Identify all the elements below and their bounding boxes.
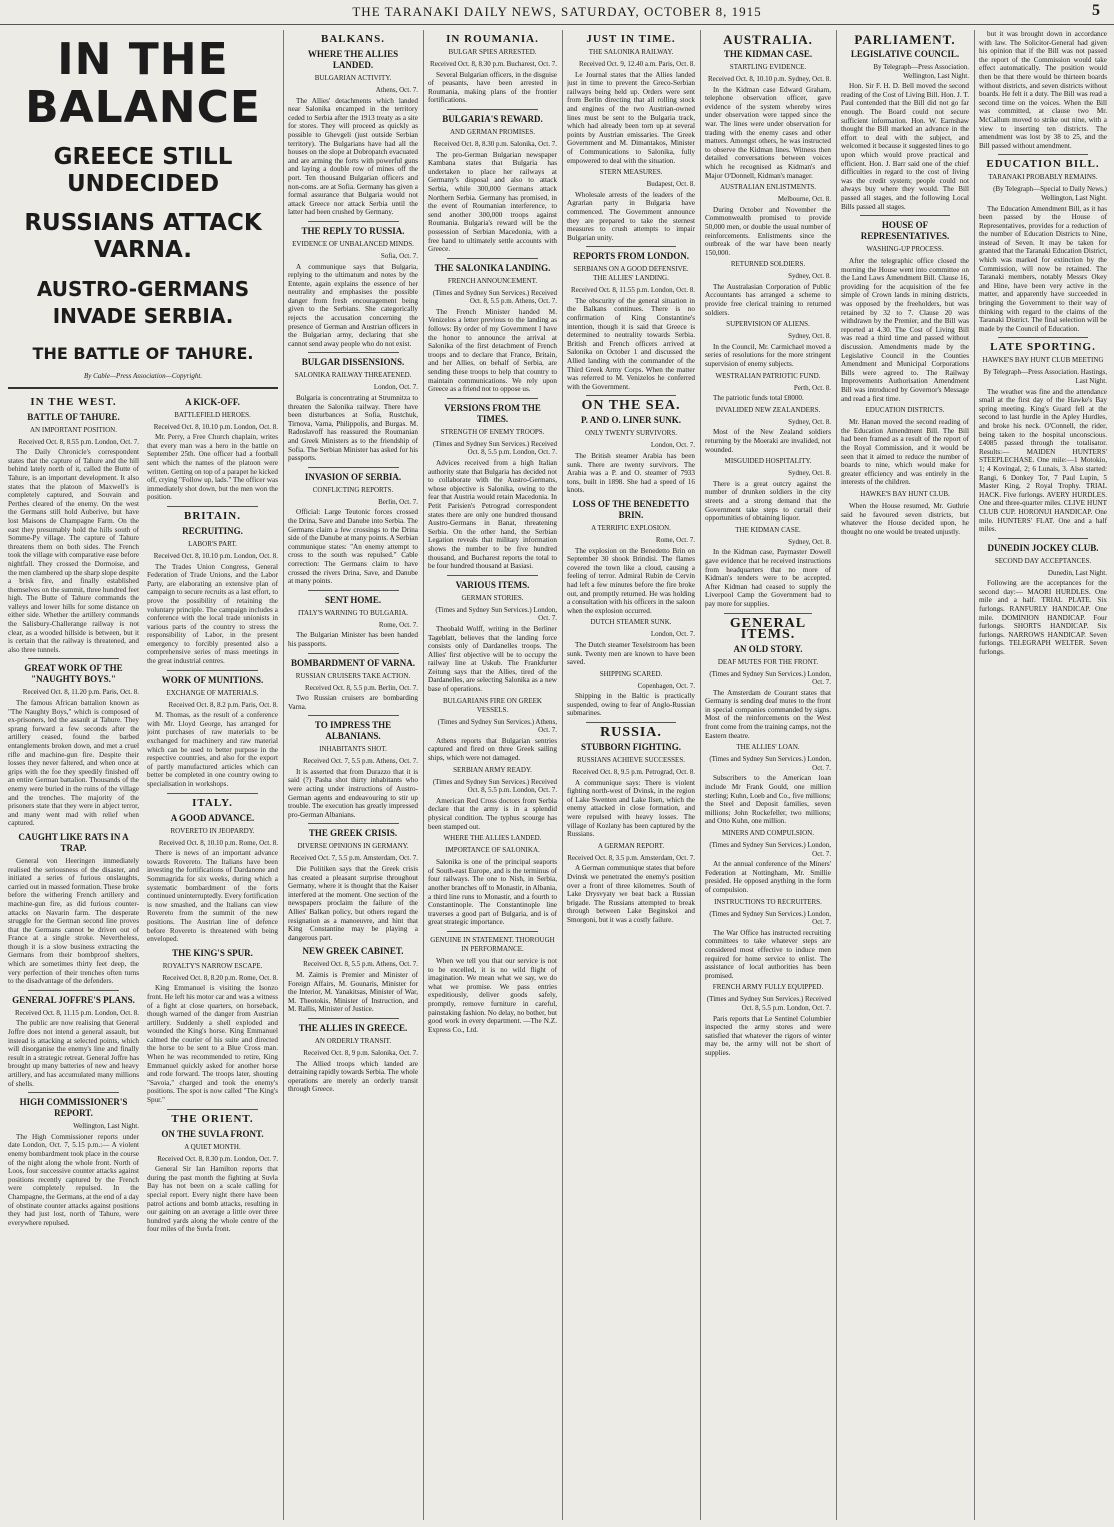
article-body: General von Heeringen immediately realised the seriousness of the disaster, and initiated a series of furious onslaughts, carried out in massed formation. These broke before the withering French artillery and machine-gun fire, as did furious counter-attacks on Navarin farm. The desperate struggle for the German second line proves that the Germans cannot be driven out of France at a single stroke. Nevertheless, though it is a slow business extracting the Germans from their bombproof shelters, which are sometimes thirty feet deep, the very perfection of their trenches often turns to the disadvantage of the defenders. [8, 856, 139, 986]
divider [308, 467, 399, 468]
article-date: (Times and Sydney Sun Services.) Received Oct. 8, 5.5 p.m. London, Oct. 7. [432, 439, 557, 457]
article-head: REPORTS FROM LONDON. [573, 251, 689, 262]
article-head: RECRUITING. [182, 525, 243, 536]
article-body: A communique says that Bulgaria, replying to the ultimatum and notes by the Entente, again explains the essence of her neutrality and emphasises the possible danger from fresh encouragement being given to the Serbians. She categorically rejects the accusation concerning the presence of German and Austrian officers in the Bulgarian army, declaring that she cannot send away people who do not exist. [288, 262, 418, 348]
article-date: Received Oct. 8, 10.10 p.m. London, Oct. 8. [153, 422, 278, 431]
article-subhead: MINERS AND COMPULSION. [722, 829, 814, 837]
article-subhead: HAWKE'S BAY HUNT CLUB MEETING [982, 356, 1104, 365]
article-subhead: TARANAKI PROBABLY REMAINS. [988, 173, 1098, 182]
article-body: Subscribers to the American loan include Mr Frank Gould, one million sterling; Kuhn, Loeb and Co., five millions; the Steel and Deposit families, seven millions; John Rockefeller, two millions; and Otto Kuhn, one million. [705, 774, 831, 826]
article-body: The British steamer Arabia has been sunk. There are twenty survivors. The Arabia was a P. and O. steamer of 7933 tons, built in 1898. She had a speed of 16 knots. [567, 452, 695, 495]
article-head: BOMBARDMENT OF VARNA. [291, 657, 415, 668]
article-body: Mr. Perry, a Free Church chaplain, writes that every man was a hero in the battle on September 25th. One officer had a football sent which the names of the platoon were written. Getting on top of a parapet he kicked off, crying "Follow up, lads." The officer was immediately shot down, but the men won the position. [147, 433, 278, 502]
article-subhead: EVIDENCE OF UNBALANCED MINDS. [292, 239, 414, 248]
divider [998, 154, 1088, 155]
article-subhead: EXCHANGE OF MATERIALS. [166, 688, 259, 697]
article-body: In the Council, Mr. Carmichael moved a series of resolutions for the more stringent supervision of enemy subjects. [705, 342, 831, 369]
article-head: BULGAR DISSENSIONS. [301, 357, 405, 368]
article-date: Received Oct. 8, 8.20 p.m. Rome, Oct. 8. [162, 973, 278, 982]
divider [167, 506, 259, 507]
headline-tahure: THE BATTLE OF TAHURE. [32, 344, 254, 363]
article-date: (Times and Sydney Sun Services.) London, Oct. 7. [709, 755, 831, 772]
article-body: King Emmanuel is visiting the Isonzo front. He left his motor car and was a witness of a fight at close quarters, on horseback, though warned of the danger from Austrian artillery. Suddenly a shell exploded and wounded the King's horse. King Emmanuel calmed the courier of his suite and directed the horse to be sent to a Blue Cross man. When he was recommended to retire, King Emmanuel quickly asked for another horse and rode forward. The troops later, shouting "Savoia," charged and took the enemy's positions. The spot is now called "The King's Spur." [147, 984, 278, 1105]
advert-head: GENUINE IN STATEMENT. THOROUGH IN PERFORMANCE. [430, 935, 555, 953]
section-head: IN ROUMANIA. [446, 33, 539, 45]
article-body: Die Politiken says that the Greek crisis has created a pleasant surprise throughout Germany, where it is thought that the Kaiser interfered at the moment. One section of the newspapers proclaim the failure of the Allies' Balkan policy, but others regard the resignation as a manoeuvre, and hint that King Constantine may be playing a dangerous part. [288, 865, 418, 942]
article-head: P. AND O. LINER SUNK. [581, 415, 681, 426]
article-body: There is news of an important advance towards Rovereto. The Italians have been investing the fortifications of Dardanone and Sommagrida for six weeks, during which a systematic bombardment of the forts continued uninterruptedly. Every fortification is now smashed, and the Italians can view Rovereto from the summit of the new positions. The Austrian line of defence before Rovereto is threatened with being enveloped. [147, 849, 278, 944]
article-body: The Bulgarian Minister has been handed his passports. [288, 631, 418, 648]
article-body: When the House resumed, Mr. Guthrie said he favoured seven districts, but whatever the House decided upon, he thought no one would be treated unjustly. [841, 501, 969, 536]
article-body: American Red Cross doctors from Serbia declare that the army is in a splendid physical condition. The typhus scourge has been stamped out. [428, 796, 557, 831]
article-subhead: INHABITANTS SHOT. [319, 745, 387, 754]
article-subhead: WESTRALIAN PATRIOTIC FUND. [715, 371, 821, 380]
article-head: INVASION OF SERBIA. [304, 471, 402, 482]
section-head: BALKANS. [321, 33, 385, 45]
article-body: The War Office has instructed recruiting committees to take whatever steps are considered most effective to induce men required for home service to enlist. The assistance of local authorities has been promised. [705, 928, 831, 980]
divider [860, 215, 950, 216]
article-body: General Sir Ian Hamilton reports that during the past month the fighting at Suvla Bay has not been on a scale calling for special report. Every night there have been patrol actions and bomb attacks, resulting in our gaining on an average a little over three hundred yards along the whole centre of the four miles of the Suvla front. [147, 1165, 278, 1234]
article-subhead: DIVERSE OPINIONS IN GERMANY. [297, 842, 409, 851]
divider [28, 990, 120, 991]
article-subhead: STARTLING EVIDENCE. [729, 63, 807, 71]
section-head: GENERAL ITEMS. [729, 615, 807, 642]
article-head: TO IMPRESS THE ALBANIANS. [314, 720, 392, 742]
article-subhead: RUSSIANS ACHIEVE SUCCESSES. [577, 756, 685, 765]
article-date: Received Oct. 8, 10.10 p.m. Sydney, Oct. 8. [708, 75, 831, 83]
lead-subcolumns [8, 393, 278, 1237]
article-date: Sydney, Oct. 8. [788, 469, 831, 478]
article-date: Received Oct. 8, 5.5 p.m. Berlin, Oct. 7. [305, 683, 418, 692]
article-subhead: EDUCATION DISTRICTS. [865, 406, 945, 415]
article-date: London, Oct. 7. [650, 441, 695, 450]
column-balkans [288, 30, 418, 1520]
divider [998, 538, 1088, 539]
article-subhead: MISGUIDED HOSPITALITY. [724, 457, 812, 466]
article-head: LOSS OF THE BENEDETTO BRIN. [572, 498, 690, 520]
article-subhead: SHIPPING SCARED. [599, 669, 663, 678]
article-subhead: BATTLEFIELD HEROES. [174, 410, 251, 419]
column-salonika [567, 30, 695, 1520]
article-head: CAUGHT LIKE RATS IN A TRAP. [18, 831, 129, 853]
article-subhead: WASHING-UP PROCESS. [866, 245, 944, 254]
article-date: Received Oct. 8, 11.20 p.m. Paris, Oct. 8. [22, 688, 139, 697]
article-subhead: A TERRIFIC EXPLOSION. [591, 523, 671, 532]
article-date: (Times and Sydney Sun Services.) London, Oct. 7. [709, 669, 831, 687]
article-subhead: AND GERMAN PROMISES. [450, 127, 535, 136]
article-subhead: WHERE THE ALLIES LANDED. [443, 834, 542, 843]
article-body: The Allies' detachments which landed near Salonika encamped in the territory ceded to Serbia after the 1913 treaty as a site for stores. They will proceed as quickly as possible to Ghevgeli (just outside Serbian territory). The Bulgarians have had all the houses on the slope at Dobropatch evacuated and are arming the forts with powerful guns and laying a double row of mines off the port. Ten thousand Bulgarian officers and non-coms. are at Sofia. Germany has given a formal assurance that Bulgaria would not attack Greece nor attack Serbia until the latter had been crushed by Germany. [288, 96, 418, 217]
article-head: GENERAL JOFFRE'S PLANS. [12, 994, 135, 1005]
article-head: HOUSE OF REPRESENTATIVES. [860, 220, 950, 242]
article-head: A GOOD ADVANCE. [170, 812, 255, 823]
subcolumn-britain [147, 393, 278, 1237]
article-head: THE KING'S SPUR. [172, 947, 253, 958]
article-head: GREAT WORK OF THE "NAUGHTY BOYS." [24, 663, 123, 685]
column-rule [283, 30, 284, 1520]
article-body: The Dutch steamer Texelstroom has been sunk. Twenty men are known to have been saved. [567, 640, 695, 667]
article-body: Official: Large Teutonic forces crossed the Drina, Save and Danube into Serbia. The Germans claim a few crossings to the Drina side of the Danube at many points. A Serbian communique states: "An enemy attempt to cross to the south was repulsed." Cable correction: The Germans claim to have crossed the rivers Drina, Save, and Danube at many points. [288, 508, 418, 586]
headline-greece: GREECE STILL UNDECIDED [53, 144, 233, 197]
article-subhead: INVALIDED NEW ZEALANDERS. [715, 405, 821, 414]
article-date: London, Oct. 7. [650, 630, 695, 639]
article-body: Advices received from a high Italian authority state that Bulgaria has decided not to collaborate with the Austro-Germans, whose objective is Salonika, owing to the fear that Austria would retain Macedonia. In Petit Parisien's Petrograd correspondent states there are only one hundred thousand Austro-Germans in Banat, threatening Serbia. On the other hand, the Serbian Legation reveals that military information shows the number to be five hundred thousand, and Bucharest reports the total to be four hundred thousand at Basiasi. [428, 459, 557, 571]
article-body: but it was brought down in accordance with law. The Solicitor-General had given his opinion that if the Bill was not passed the report of the Commission would take effect automatically. The position would then be that there would be thirteen boards without districts, and seven districts without boards. He felt it a duty. The Bill was read a second time on the voices. When the Bill was committed, at clause two Mr. McCallum moved to strike out nine, with a view to inserting ten districts. The amendment was lost by 38 to 25, and the Bill passed without amendment. [979, 30, 1107, 150]
article-date: Received Oct. 8, 9.5 p.m. Petrograd, Oct. 8. [572, 768, 695, 777]
article-date: Sydney, Oct. 8. [788, 332, 831, 341]
article-date: Sydney, Oct. 8. [788, 537, 831, 546]
article-body: M. Thomas, as the result of a conference with Mr. Lloyd George, has arranged for joint purchases of raw materials to be exchanged for machinery and raw material which can be used to better purpose in the respective countries, and also for the export of partly manufactured articles which can better be completed in one country owing to specialisation in workshops. [147, 711, 278, 788]
column-rule [423, 30, 424, 1520]
section-head: ITALY. [192, 796, 233, 809]
page-number: 5 [1092, 2, 1100, 19]
article-head: STUBBORN FIGHTING. [580, 742, 682, 753]
article-date: Berlin, Oct. 7. [378, 497, 418, 506]
article-head: VERSIONS FROM THE TIMES. [444, 402, 541, 424]
article-body: Mr. Hanan moved the second reading of the Education Amendment Bill. The Bill had been framed as a result of the report of the Royal Commission, and it would be seen that it aimed to reduce the number of boards to nine, which would make for greater efficiency and was entirely in the interests of the children. [841, 418, 969, 487]
article-subhead: ROYALTY'S NARROW ESCAPE. [162, 961, 263, 970]
byline: By Cable—Press Association—Copyright. [83, 372, 203, 380]
article-head: LEGISLATIVE COUNCIL. [850, 49, 960, 59]
article-body: The Trades Union Congress, General Federation of Trade Unions, and the Labor Party, are elaborating an extensive plan of campaign to secure recruits as a last effort, to prove the possibility of retaining the voluntary principle. The campaign includes a conference with the local trade unionists in various parts of the country to stress the responsibility of Labor, in the present emergency to forcibly presented also a comprehensive series of mass meetings in the great industrial centres. [147, 562, 278, 666]
article-date: Received Oct. 8, 8.55 p.m. London, Oct. 7. [18, 437, 139, 446]
article-body: Following are the acceptances for the second day:— MAORI HURDLES. One mile and a half. TRIAL PLATE. Six furlongs. RANFURLY HANDICAP. One mile. DOMINION HANDICAP. Four furlongs. SHORTS HANDICAP. Six furlongs. NARROWS HANDICAP. Seven furlongs. TELEGRAPH WELTER. Seven furlongs. [979, 579, 1107, 657]
article-subhead: BULGARIANS FIRE ON GREEK VESSELS. [443, 696, 542, 714]
article-date: (Times and Sydney Sun Services.) London, Oct. 7. [435, 605, 557, 623]
article-date: Received Oct. 8, 5.5 p.m. Athens, Oct. 7. [303, 960, 418, 969]
advert-body: When we tell you that our service is not to be excelled, it is no wild flight of imagination. We mean what we say, we do what we promise. We pass entries expeditiously, deliver goods safely, promptly, remove furniture in careful, painstaking fashion. No delay, no bother, but good work in every department. —The N.Z. Express Co., Ltd. [428, 956, 557, 1034]
section-head: THE ORIENT. [171, 1112, 254, 1125]
article-subhead: THE ALLIES' LOAN. [736, 743, 800, 752]
column-australia [705, 30, 831, 1520]
column-sporting [979, 30, 1107, 1520]
section-head: EDUCATION BILL. [986, 158, 1100, 171]
article-head: BATTLE OF TAHURE. [27, 411, 120, 422]
article-subhead: SALONIKA RAILWAY THREATENED. [294, 371, 412, 380]
divider [308, 352, 399, 353]
divider [167, 1109, 259, 1110]
article-body: The High Commissioner reports under date London, Oct. 7, 5.15 p.m.:— A violent enemy bombardment took place in the course of the night along the whole front. North of Loos, four successive counter attacks against positions recently captured by the French were completely repulsed. In the Champagne, the Germans, at the end of a day of obstinate counter attacks against positions they had just lost, north of Tahure, were everywhere repulsed. [8, 1132, 139, 1227]
divider [447, 575, 537, 576]
article-date: Athens, Oct. 7. [375, 86, 418, 94]
article-body: Le Journal states that the Allies landed just in time to prevent the Greco-Serbian railways being held up. Orders were sent from Berlin directing that all rolling stock and engines of the two Austrian-owned lines must be sent to the Bulgaria track, which had already been torn up at several points by Austrian emissaries. The Greek Government and M. Dimantakos, Minister of Communications to Salonika, fully empowered to deal with the situation. [567, 70, 695, 165]
article-body: The pro-German Bulgarian newspaper Kambana states that Bulgaria has undertaken to place her railways at Germany's disposal and also to attack Serbia, while 300,000 Germans attack Northern Serbia. Germany has promised, in the event of Roumanian interference, to send another 300,000 troops against Roumania. Bulgaria's reward will be the possession of Serbian Macedonia, with a free hand to ultimately settle accounts with Greece. [428, 150, 557, 254]
article-subhead: DEAF MUTES FOR THE FRONT. [717, 657, 819, 666]
article-date: Received Oct. 7, 5.5 p.m. Amsterdam, Oct. 7. [290, 854, 418, 863]
article-date: (Times and Sydney Sun Services.) Received Oct. 8, 5.5 p.m. London, Oct. 7. [432, 777, 557, 795]
article-body: Two Russian cruisers are bombarding Varna. [288, 694, 418, 711]
divider [308, 221, 399, 222]
article-subhead: HAWKE'S BAY HUNT CLUB. [860, 489, 950, 498]
article-date: Received Oct. 8, 8.2 p.m. Paris, Oct. 8. [168, 700, 278, 709]
article-body: Several Bulgarian officers, in the disguise of peasants, have been arrested in Roumania, making plans of the frontier fortifications. [428, 70, 557, 105]
article-body: Theobald Wolff, writing in the Berliner Tageblatt, believes that the landing force consists only of Dardanelles troops. The Allies' first objective will be to occupy the railway line at Uskub. The Frankfurter Zeitung says that the Allies, tired of the Dardanelles, are selecting Salonika as a new base of operations. [428, 624, 557, 694]
divider [447, 398, 537, 399]
article-date: Received Oct. 8, 11.15 p.m. London, Oct. 8. [15, 1008, 139, 1017]
article-head: ON THE SUVLA FRONT. [161, 1128, 264, 1139]
divider [308, 715, 399, 716]
article-body: Wholesale arrests of the leaders of the Agrarian party in Bulgaria have commenced. The Government announce they are prepared to take the sternest measures to crush attempts to impair Bulgarian unity. [567, 190, 695, 242]
article-date: By Telegraph—Press Association. Hastings, Last Night. [983, 368, 1107, 385]
section-head: AUSTRALIA. [723, 32, 813, 47]
article-subhead: RETURNED SOLDIERS. [730, 260, 806, 269]
divider [447, 931, 537, 932]
article-subhead: LABOR'S PART. [188, 539, 237, 548]
article-head: THE REPLY TO RUSSIA. [301, 225, 405, 236]
article-subhead: AUSTRALIAN ENLISTMENTS. [719, 183, 817, 192]
article-body: In the Kidman case, Paymaster Dowell gave evidence that he received instructions from headquarters that no more of Kidman's tenders were to be accepted. After Kidman had ceased to supply the Liverpool Camp the Government had to pay more for supplies. [705, 548, 831, 608]
article-date: (By Telegraph—Special to Daily News.) Wellington, Last Night. [993, 185, 1107, 202]
article-subhead: SERBIAN ARMY READY. [453, 765, 532, 774]
masthead-title: THE TARANAKI DAILY NEWS, SATURDAY, OCTOBER 8, 1915 [352, 4, 762, 19]
article-body: After the telegraphic office closed the morning the House went into committee on the Land Laws Amendment Bill. Clause 16, providing for the acquisition of the fee simple of Crown lands in mining districts, was opposed by the freeholders, but was retained by 32 to 7. Clause 20 was withdrawn by the Premier, and the Bill was reported at 4.30. The Cost of Living Bill was read a third time and passed without discussion. Amendments made by the Legislative Council in the Counties Amendment and Municipal Corporations Bills were agreed to. The Railway Improvements Authorisation Amendment Bill was introduced by Governor's Message and read a first time. [841, 257, 969, 403]
column-rule [974, 30, 975, 1520]
main-headline: IN THE BALANCE [25, 34, 261, 133]
article-date: Received Oct. 7, 5.5 p.m. Athens, Oct. 7. [303, 757, 418, 766]
divider [8, 387, 278, 389]
section-head: RUSSIA. [600, 725, 662, 741]
divider [28, 1092, 120, 1093]
article-body: The famous African battalion known as "The Naughty Boys," which is composed of ex-prisoners, led the assault at Tahure. They sprang forward a few seconds after the artillery ceased, found the barbed entanglements broken down, and met a cruel rifle and machine-gun fire. Despite their losses they never faltered, and when once at grips with the foe they speedily finished off an entire German battalion. Thousands of the enemy were buried in the ruins of the village and the trenches. The majority of the prisoners state that they were in abject terror, and many went mad with relief when captured. [8, 699, 139, 828]
article-subhead: ONLY TWENTY SURVIVORS. [584, 429, 677, 438]
article-head: SENT HOME. [324, 594, 382, 605]
section-head: JUST IN TIME. [586, 33, 676, 45]
article-subhead: SUPERVISION OF ALIENS. [726, 320, 810, 329]
divider [28, 658, 120, 659]
article-subhead: THE KIDMAN CASE. [735, 525, 801, 534]
article-date: Budapest, Oct. 8. [646, 180, 695, 189]
divider [586, 246, 676, 247]
article-body: The Australasian Corporation of Public Accountants has arranged a scheme to provide free clerical training to returned soldiers. [705, 282, 831, 317]
article-body: During October and November the Commonwealth promised to provide 50,000 men, or double the usual number of reinforcements. Enlistments since the outbreak of the war have been nearly 150,000. [705, 205, 831, 257]
divider [447, 109, 537, 110]
article-date: Received Oct. 8, 11.55 p.m. London, Oct. 8. [571, 286, 695, 295]
divider [308, 590, 399, 591]
article-head: VARIOUS ITEMS. [455, 579, 530, 590]
section-head: ON THE SEA. [581, 398, 681, 414]
article-body: The Allied troops which landed are detraining rapidly towards Serbia. The whole operations are merely an orderly transit through Greece. [288, 1059, 418, 1094]
article-date: Received Oct. 8, 3.5 p.m. Amsterdam, Oct. 7. [567, 853, 695, 862]
lead-story-column [8, 30, 278, 1520]
article-body: There is a great outcry against the number of drunken soldiers in the city streets and a strong demand that the Government take steps to curtail their opportunities of obtaining liquor. [705, 479, 831, 523]
headline-serbia: AUSTRO-GERMANS INVADE SERBIA. [36, 277, 250, 328]
column-rule [836, 30, 837, 1520]
article-head: THE ALLIES IN GREECE. [298, 1022, 408, 1033]
divider [167, 793, 259, 794]
headline-varna: RUSSIANS ATTACK VARNA. [24, 210, 262, 263]
article-subhead: STERN MEASURES. [599, 168, 663, 177]
article-date: Received Oct. 8, 9 p.m. Salonika, Oct. 7. [303, 1048, 418, 1057]
article-date: Copenhagen, Oct. 7. [637, 681, 695, 690]
column-rule [562, 30, 563, 1520]
article-date: Received Oct. 8, 10.10 p.m. London, Oct. 8. [153, 551, 278, 560]
article-head: NEW GREEK CABINET. [302, 946, 404, 957]
article-subhead: GERMAN STORIES. [461, 593, 524, 602]
article-head: THE SALONIKA LANDING. [434, 262, 551, 273]
section-head: BRITAIN. [183, 509, 241, 522]
article-body: In the Kidman case Edward Graham, telephone observation officer, gave evidence of the system whereby wires under observation were tapped since the war. The lines were under observation for trading with the enemy cases and other matters. Amongst others, he was instructed to observe the Kidman lines. Witness then detailed conversations between voices which he recognised as Kidman's and Major O'Donnell, Kidman's manager. [705, 85, 831, 180]
article-subhead: THE SALONIKA RAILWAY. [588, 48, 674, 56]
article-subhead: AN ORDERLY TRANSIT. [314, 1036, 392, 1045]
article-subhead: AN IMPORTANT POSITION. [30, 425, 117, 434]
article-subhead: STRENGTH OF ENEMY TROOPS. [440, 427, 545, 436]
article-subhead: A QUIET MONTH. [184, 1142, 241, 1151]
article-subhead: BULGAR SPIES ARRESTED. [448, 48, 537, 56]
article-body: The Education Amendment Bill, as it has been passed by the House of Representatives, provides for a reduction of the number of Education Districts to Nine, instead of Seven. It may be taken for granted that the Taranaki Education District, which was marked for extinction by the Commission, will now be retained. The Taranaki members, notably Messrs Okey and Hine, have been very active in the matter, and apparently have succeeded in bringing the Government to their way of thinking with regard to the claims of the Taranaki District. The final selection will be made by the Council of Education. [979, 204, 1107, 333]
article-body: It is asserted that from Durazzo that it is said (?) Pasha shot thirty inhabitants who were acting under instructions of Austro-German agents and endeavouring to stir up trouble. The execution has greatly impressed pro-German Albanians. [288, 767, 418, 819]
article-subhead: DUTCH STEAMER SUNK. [590, 618, 672, 627]
article-date: (Times and Sydney Sun Services.) Received Oct. 8, 5.5 p.m. London, Oct. 7. [706, 995, 831, 1012]
article-body: The Daily Chronicle's correspondent states that the capture of Tahure and the hill behind lately north of it, called the Butte of Tahure, is an important development. It also states that the platoon of Maxwell's is completely captured, and Souvain and Perthes cleared of the enemy. On the west the Germans still hold Auberive, but have lost Maisons de Champagne Farm. On the east they presumably hold the hills south of Somme-Py village. The capture of Tahure threatens them on both sides. The French took the village with comparative ease before nightfall. They crossed the Dormoise, and the men clambered up the sharp slope despite a brisk fire, and finally established themselves on the summit, three hundred feet high. The Butte of Tahure commands the valleys and lower hills for some distance on either side. Whether the artillery commands the Salisbury-Challerange railway is not clear, as a wooded hillside is between, but it is certain that the railway is threatened, and also three tunnels. [8, 448, 139, 654]
article-body: The obscurity of the general situation in the Balkans continues. There is no confirmation of King Constantine's intention, though it is said that Greece is determined to neutrality towards Serbia. British and French officers arrived at Salonika on October 1 and discussed the Allied landing with the commander of the Third Greek Army Corps. When the matter was referred to M. Venizelos he conferred with the Government. [567, 296, 695, 391]
article-subhead: ROVERETO IN JEOPARDY. [170, 826, 255, 835]
divider [724, 613, 812, 614]
article-date: (Times and Sydney Sun Services.) London, Oct. 7. [709, 909, 831, 927]
article-date: Sofia, Oct. 7. [380, 251, 418, 260]
divider [167, 670, 259, 671]
article-body: The explosion on the Benedetto Brin on September 30 shook Brindisi. The flames covered the town like a cloud, causing a feeling of terror. Admiral Rubin de Cervin had left a few minutes before the fire broke out, and promptly returned. He was holding a consultation with his officers in the saloon when the explosion occurred. [567, 546, 695, 615]
article-body: The public are now realising that General Joffre does not intend a general assault, but instead is attacking at selected points, which will disorganise the enemy's line and finally result in a strategic retreat. General Joffre has brought up many batteries of new and heavy artillery, and has accumulated many millions of shells. [8, 1019, 139, 1088]
article-subhead: FRENCH ARMY FULLY EQUIPPED. [712, 983, 824, 992]
article-date: Melbourne, Oct. 8. [777, 195, 831, 204]
section-head: LATE SPORTING. [990, 341, 1096, 354]
article-date: Perth, Oct. 8. [793, 383, 831, 392]
article-head: WORK OF MUNITIONS. [161, 674, 264, 685]
article-date: Dunedin, Last Night. [1047, 568, 1107, 577]
article-body: The patriotic funds total £8000. [713, 394, 804, 403]
article-subhead: CONFLICTING REPORTS. [312, 485, 394, 494]
article-date: Received Oct. 8, 8.30 p.m. London, Oct. 7. [157, 1154, 278, 1163]
article-head: AN OLD STORY. [733, 643, 803, 654]
article-body: The Amsterdam de Courant states that Germany is sending deaf mutes to the front in special companies commanded by signs. Most of the reinforcements on the West front come from the training camps, not the Eastern theatre. [705, 688, 831, 740]
article-date: Rome, Oct. 7. [378, 620, 418, 629]
article-subhead: ITALY'S WARNING TO BULGARIA. [297, 608, 409, 617]
article-subhead: A GERMAN REPORT. [597, 841, 665, 850]
divider [308, 653, 399, 654]
article-date: London, Oct. 7. [373, 383, 418, 392]
article-subhead: RUSSIAN CRUISERS TAKE ACTION. [295, 671, 411, 680]
article-date: (Times and Sydney Sun Services.) London, Oct. 7. [709, 841, 831, 858]
article-head: DUNEDIN JOCKEY CLUB. [987, 542, 1099, 553]
article-body: Shipping in the Baltic is practically suspended, owing to fear of Anglo-Russian submarines. [567, 692, 695, 718]
divider [998, 337, 1088, 338]
article-head: A KICK-OFF. [185, 396, 240, 407]
divider [308, 823, 399, 824]
subcolumn-west [8, 393, 139, 1237]
article-date: Sydney, Oct. 8. [788, 417, 831, 426]
article-head: THE KIDMAN CASE. [723, 49, 813, 59]
article-subhead: SECOND DAY ACCEPTANCES. [994, 556, 1092, 565]
article-date: Wellington, Last Night. [73, 1122, 139, 1131]
article-date: Received Oct. 9, 12.40 a.m. Paris, Oct. 8. [578, 60, 695, 68]
article-date: Sydney, Oct. 8. [788, 272, 831, 281]
article-body: Athens reports that Bulgarian sentries captured and fired on three Greek sailing ships, which were not damaged. [428, 736, 557, 763]
article-body: Salonika is one of the principal seaports of South-east Europe, and is the terminus of four railways. The one to Nish, in Serbia, another branches off to Monastir, in Albania, a third line runs to Monastir, and a fourth to Constantinople. The Constantinople line traverses a good part of Bulgaria, and is of great strategic importance. [428, 858, 557, 927]
article-date: By Telegraph—Press Association. Wellington, Last Night. [873, 63, 969, 80]
article-body: Bulgaria is concentrating at Strumnitza to threaten the Salonika railway. There have been disturbances at Sofia, Rustchuk, Tirnova, Varna, Philippolis, and Burgas. M. Radoslavoff has reassured the Roumanian and Greek Ministers as to the friendship of Sofia. The Serbian Minister has asked for his passports. [288, 394, 418, 463]
article-body: The French Minister handed M. Venizelos a letter previous to the landing as follows: By order of my Government I have the honor to announce the arrival at Salonika of the first detachment of French troops and to declare that France, Britain, and her Allies, on behalf of Serbia, are sending these troops to help that country to maintain communications. We rely upon Greece as a friend not to oppose us. [428, 307, 557, 394]
masthead [0, 0, 1114, 25]
article-head: THE GREEK CRISIS. [308, 828, 398, 839]
article-body: Paris reports that Le Sentinel Columbier inspected the army stores and were satisfied that whatever the rigors of winter may be, the army will not be short of supplies. [705, 1014, 831, 1057]
article-body: The weather was fine and the attendance small at the first day of the Hawke's Bay spring meeting. King's Guard fell at the second to last hurdle in the Apley Hurdles, and broke his neck. O'Connell, the rider, being taken to the hospital unconscious. £4085 passed through the totalisator. Results:— MAIDEN HUNTERS' STEEPLECHASE. One mile:—1 Motokio, 1; 4 Kovingal, 2; 6 Lunais, 3. Also started: Rangi, 6 Donkey Tor, 7 Paul Lupin, 5 Master King, 2 Royal Trophy. TRIAL HACK. Five furlongs. AVERY HURDLES. One and three-quarter miles. CLIVE HUNT CLUB CUP. HORONUI HANDICAP. One mile. HUNTERS' FLAT. One and a half miles. [979, 387, 1107, 534]
divider [586, 395, 676, 396]
article-subhead: INSTRUCTIONS TO RECRUITERS. [714, 897, 822, 906]
article-subhead: FRENCH ANNOUNCEMENT. [447, 276, 538, 285]
article-subhead: IMPORTANCE OF SALONIKA. [445, 846, 540, 855]
article-date: Received Oct. 8, 10.10 p.m. Rome, Oct. 8. [158, 838, 278, 847]
article-body: A German communique states that before Dvinsk we penetrated the enemy's position over a front of three kilometres. South of Lake Drysvyaty we beat back a Russian brigade. The Russians attempted to break through between Lake Beginskoi and Smorgoni, but it was a costly failure. [567, 864, 695, 924]
column-roumania [428, 30, 557, 1520]
article-date: (Times and Sydney Sun Services.) Received Oct. 8, 5.5 p.m. Athens, Oct. 7. [432, 288, 557, 306]
article-body: Hon. Sir F. H. D. Bell moved the second reading of the Cost of Living Bill. Hon. J. T. Paul contended that the Bill did not go far enough. The Board could not secure sufficient information. Hon. W. Earnshaw thought the Bill marked an advance in the effort to deal with the subject, and welcomed it because it suggested lines to go upon which would prove practical and efficient. Hon. J. Barr said one of the chief difficulties in regard to the cost of living was the credit system; people could not always buy where they would. The Bill passed all stages, and the following Local Bills passed all stages. [841, 82, 969, 211]
article-head: WHERE THE ALLIES LANDED. [307, 49, 399, 70]
article-date: Received Oct. 8, 8.30 p.m. Salonika, Oct. 7. [433, 139, 557, 148]
divider [447, 258, 537, 259]
article-body: Most of the New Zealand soldiers returning by the Moeraki are invalided, not wounded. [705, 428, 831, 454]
column-parliament [841, 30, 969, 1520]
article-date: Received Oct. 8, 8.30 p.m. Bucharest, Oct. 7. [430, 60, 557, 68]
article-body: M. Zaimis is Premier and Minister of Foreign Affairs, M. Gounaris, Minister for the Interior, M. Yanakitsas, Minister of War, M. Theotokis, Minister of Instruction, and M. Rallis, Minister of Justice. [288, 970, 418, 1014]
article-body: A communique says: There is violent fighting north-west of Dvinsk, in the region of Lake Swenten and Lake Ilsen, which the enemy attacked in close formation, and were repulsed with heavy losses. The village of Kozlany has been captured by the Russians. [567, 778, 695, 839]
article-date: Rome, Oct. 7. [655, 535, 695, 544]
section-head: IN THE WEST. [30, 395, 117, 408]
article-head: HIGH COMMISSIONER'S REPORT. [19, 1097, 128, 1119]
column-rule [700, 30, 701, 1520]
article-subhead: SERBIANS ON A GOOD DEFENSIVE. THE ALLIES' LANDING. [573, 265, 689, 283]
article-subhead: BULGARIAN ACTIVITY. [314, 74, 392, 82]
article-date: (Times and Sydney Sun Services.) Athens, Oct. 7. [437, 717, 557, 735]
article-body: At the annual conference of the Miners' Federation at Nottingham, Mr. Smillie presided. He opposed anything in the form of compulsion. [705, 860, 831, 894]
divider [308, 1018, 399, 1019]
section-head: PARLIAMENT. [854, 32, 956, 47]
divider [586, 722, 676, 723]
article-head: BULGARIA'S REWARD. [442, 113, 543, 124]
